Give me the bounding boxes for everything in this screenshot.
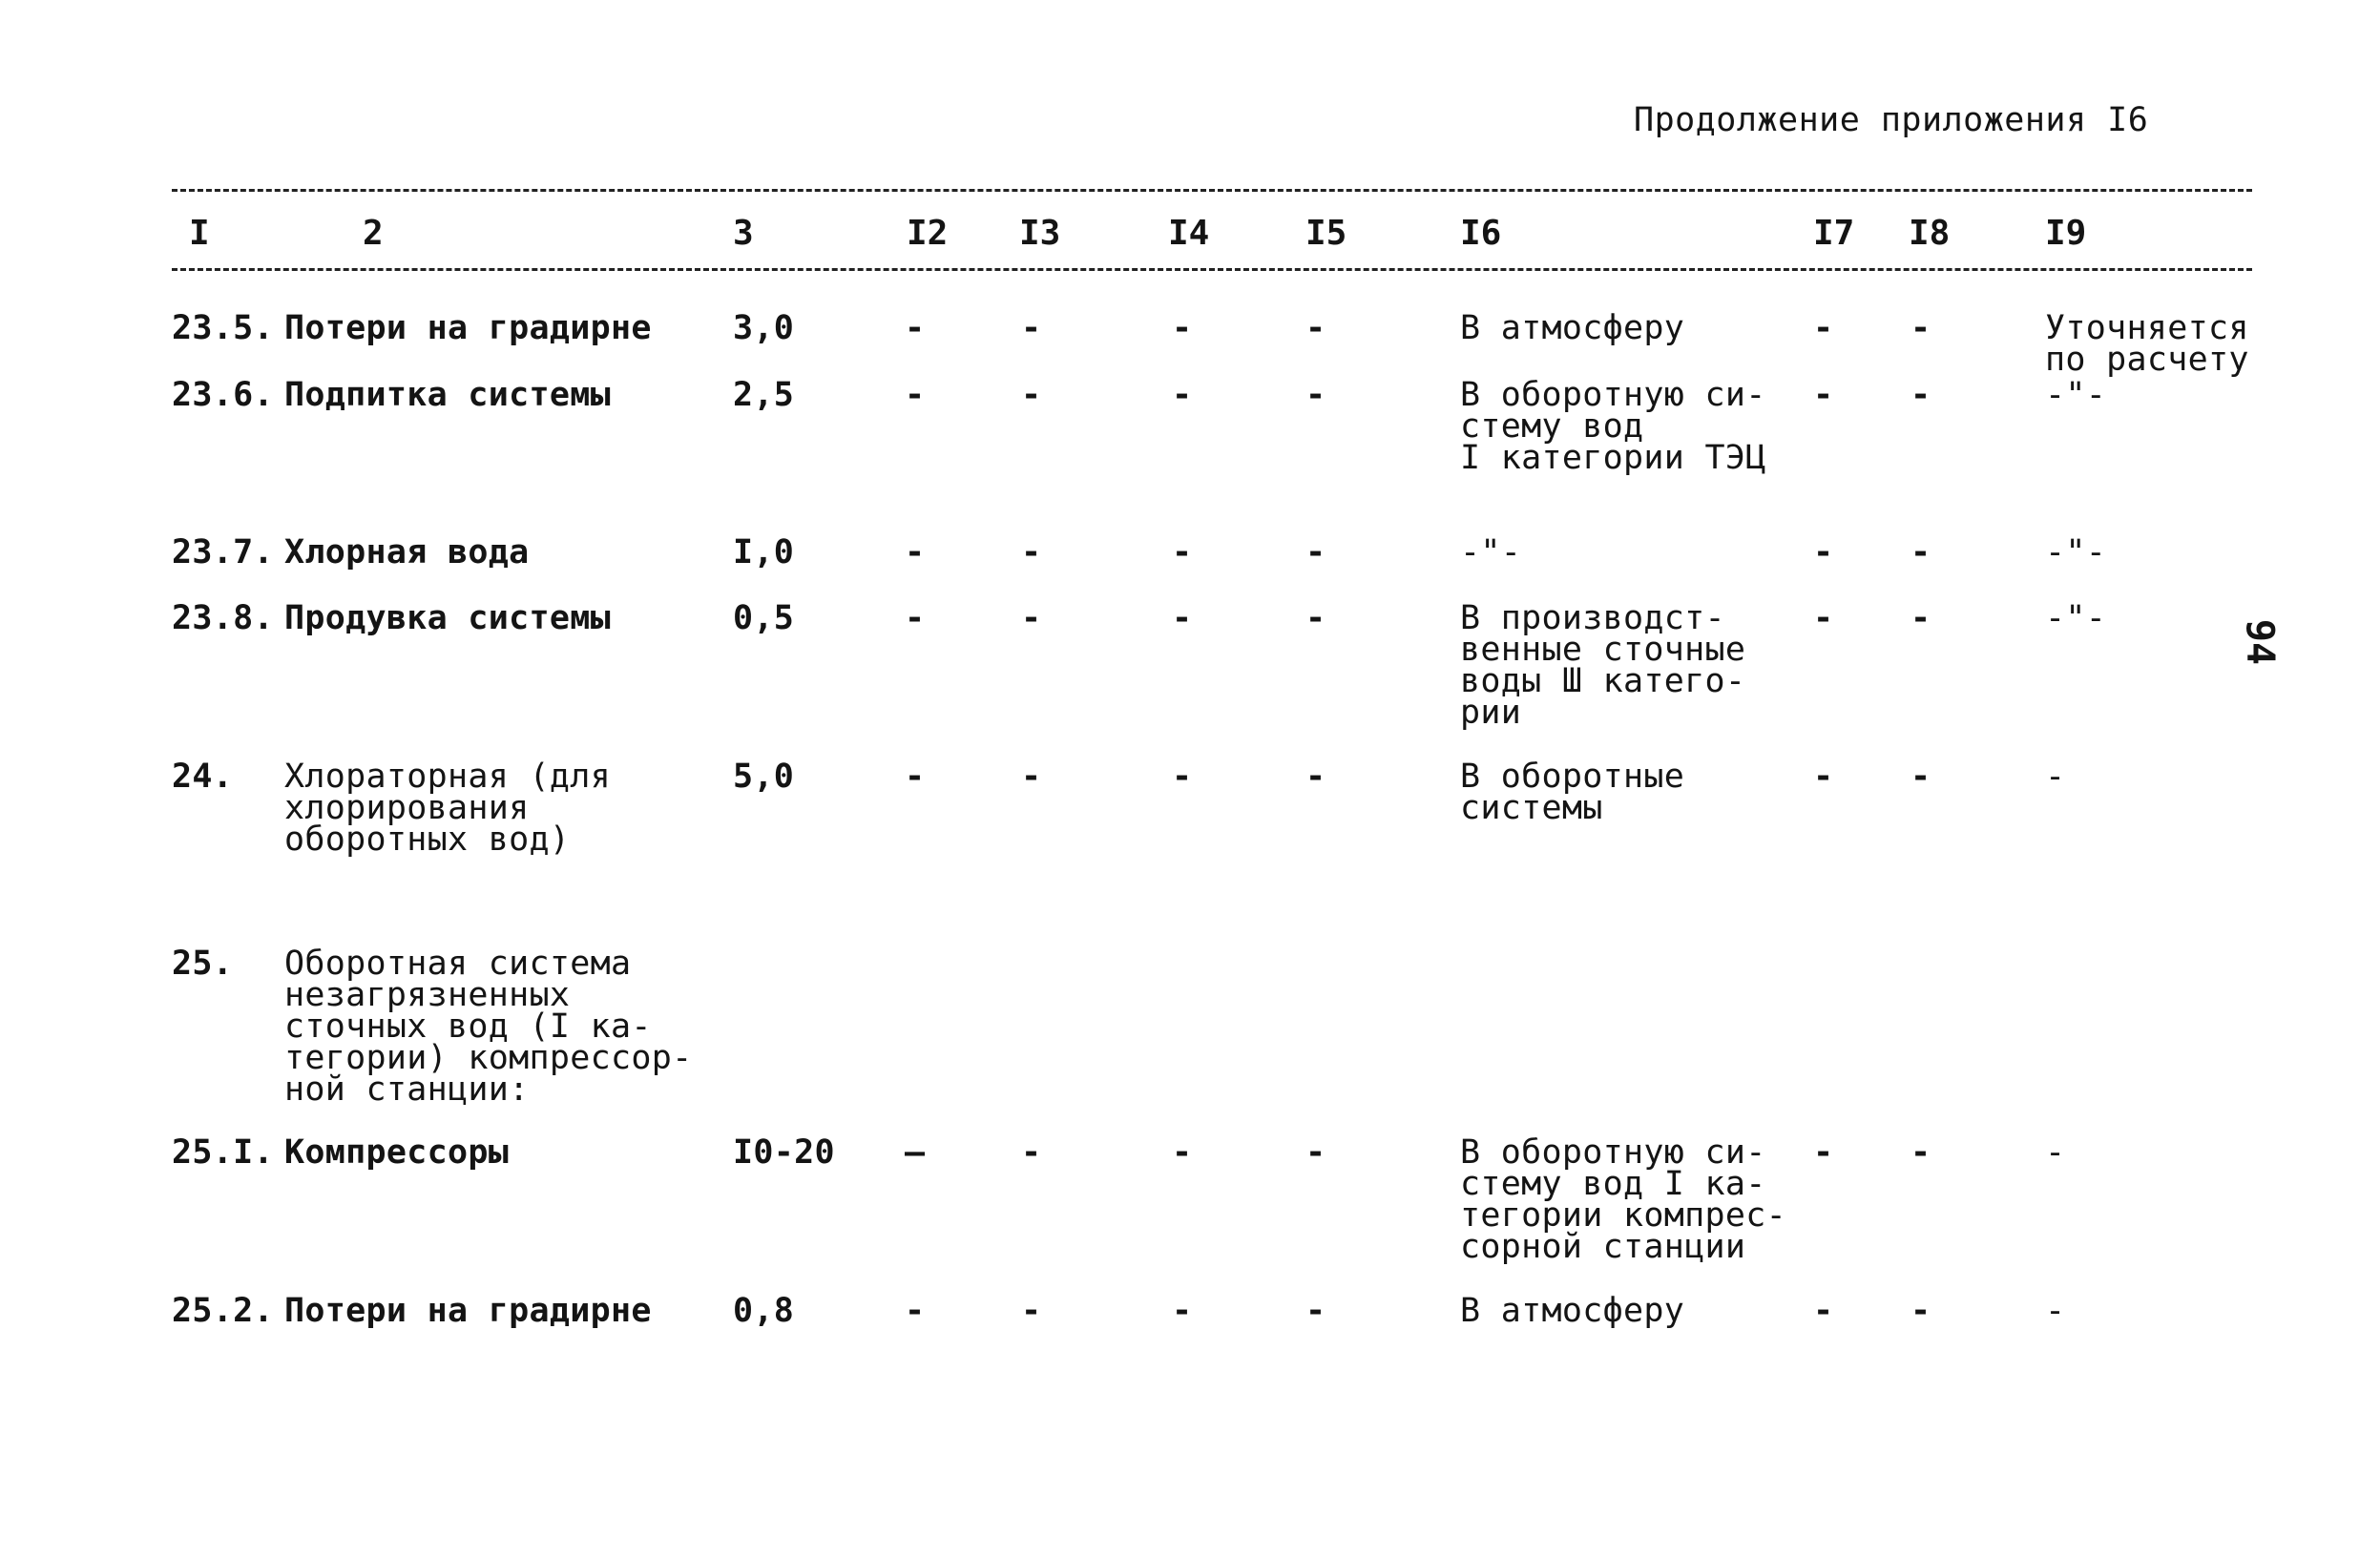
row-number: 23.5. xyxy=(172,309,274,347)
column-header-1: I xyxy=(189,214,210,253)
cell-col17: - xyxy=(1813,533,1834,571)
row-value: 3,0 xyxy=(733,309,795,347)
table-header-rule xyxy=(172,268,2252,271)
cell-col19-note: -"- xyxy=(2045,533,2107,571)
row-description: Компрессоры xyxy=(284,1133,510,1172)
cell-col18: - xyxy=(1910,309,1931,347)
cell-col14: - xyxy=(1172,376,1193,414)
cell-col19-note: Уточняется по расчету xyxy=(2045,309,2249,379)
cell-col19-note: -"- xyxy=(2045,599,2107,637)
cell-col15: - xyxy=(1305,309,1326,347)
cell-col13: - xyxy=(1021,309,1042,347)
cell-col16-destination: В атмосферу xyxy=(1460,309,1685,347)
row-description: Хлораторная (для хлорирования оборотных вод) xyxy=(284,758,611,859)
column-header-15: I5 xyxy=(1305,214,1347,253)
cell-col13: - xyxy=(1021,1292,1042,1330)
row-description: Потери на градирне xyxy=(284,1292,652,1330)
row-description: Продувка системы xyxy=(284,599,611,637)
cell-col12: — xyxy=(905,1133,926,1172)
column-header-18: I8 xyxy=(1909,214,1951,253)
cell-col12: - xyxy=(905,533,926,571)
cell-col13: - xyxy=(1021,1133,1042,1172)
column-header-12: I2 xyxy=(907,214,949,253)
cell-col12: - xyxy=(905,309,926,347)
cell-col19-note: - xyxy=(2045,1133,2066,1172)
cell-col17: - xyxy=(1813,758,1834,796)
cell-col18: - xyxy=(1910,1133,1931,1172)
cell-col18: - xyxy=(1910,376,1931,414)
cell-col15: - xyxy=(1305,1133,1326,1172)
cell-col19-note: - xyxy=(2045,1292,2066,1330)
row-value: 2,5 xyxy=(733,376,795,414)
row-value: 0,5 xyxy=(733,599,795,637)
column-header-17: I7 xyxy=(1813,214,1855,253)
row-number: 23.8. xyxy=(172,599,274,637)
cell-col14: - xyxy=(1172,1133,1193,1172)
cell-col15: - xyxy=(1305,533,1326,571)
row-number: 25. xyxy=(172,945,234,983)
cell-col14: - xyxy=(1172,533,1193,571)
column-header-16: I6 xyxy=(1460,214,1502,253)
cell-col18: - xyxy=(1910,758,1931,796)
cell-col13: - xyxy=(1021,376,1042,414)
column-header-19: I9 xyxy=(2045,214,2087,253)
page-number-mark: 94 xyxy=(2238,618,2283,666)
row-number: 23.7. xyxy=(172,533,274,571)
row-value: I,0 xyxy=(733,533,795,571)
cell-col17: - xyxy=(1813,309,1834,347)
cell-col12: - xyxy=(905,599,926,637)
cell-col12: - xyxy=(905,376,926,414)
cell-col14: - xyxy=(1172,309,1193,347)
column-header-14: I4 xyxy=(1168,214,1210,253)
cell-col17: - xyxy=(1813,376,1834,414)
cell-col16-destination: В оборотные системы xyxy=(1460,758,1685,827)
page-caption: Продолжение приложения I6 xyxy=(1634,101,2149,139)
row-value: I0-20 xyxy=(733,1133,835,1172)
row-value: 5,0 xyxy=(733,758,795,796)
row-number: 25.I. xyxy=(172,1133,274,1172)
cell-col13: - xyxy=(1021,533,1042,571)
row-number: 24. xyxy=(172,758,234,796)
row-description: Потери на градирне xyxy=(284,309,652,347)
column-header-2: 2 xyxy=(363,214,384,253)
cell-col14: - xyxy=(1172,1292,1193,1330)
cell-col15: - xyxy=(1305,758,1326,796)
cell-col14: - xyxy=(1172,758,1193,796)
cell-col14: - xyxy=(1172,599,1193,637)
row-number: 25.2. xyxy=(172,1292,274,1330)
cell-col17: - xyxy=(1813,1292,1834,1330)
cell-col16-destination: -"- xyxy=(1460,533,1522,571)
column-header-13: I3 xyxy=(1019,214,1061,253)
cell-col19-note: - xyxy=(2045,758,2066,796)
cell-col19-note: -"- xyxy=(2045,376,2107,414)
row-number: 23.6. xyxy=(172,376,274,414)
cell-col15: - xyxy=(1305,599,1326,637)
cell-col18: - xyxy=(1910,533,1931,571)
table-top-rule xyxy=(172,189,2252,192)
cell-col16-destination: В оборотную си- стему вод I категории ТЭЦ xyxy=(1460,376,1766,477)
row-description: Оборотная система незагрязненных сточных вод (I ка- тегории) компрессор- ной станции: xyxy=(284,945,693,1109)
cell-col15: - xyxy=(1305,376,1326,414)
cell-col18: - xyxy=(1910,599,1931,637)
cell-col15: - xyxy=(1305,1292,1326,1330)
cell-col16-destination: В оборотную си- стему вод I ка- тегории компрес- сорной станции xyxy=(1460,1133,1786,1266)
row-value: 0,8 xyxy=(733,1292,795,1330)
row-description: Подпитка системы xyxy=(284,376,611,414)
cell-col13: - xyxy=(1021,758,1042,796)
row-description: Хлорная вода xyxy=(284,533,530,571)
cell-col16-destination: В производст- венные сточные воды Ш катего- рии xyxy=(1460,599,1746,732)
cell-col12: - xyxy=(905,758,926,796)
cell-col13: - xyxy=(1021,599,1042,637)
cell-col18: - xyxy=(1910,1292,1931,1330)
cell-col17: - xyxy=(1813,599,1834,637)
column-header-3: 3 xyxy=(733,214,754,253)
cell-col17: - xyxy=(1813,1133,1834,1172)
cell-col12: - xyxy=(905,1292,926,1330)
cell-col16-destination: В атмосферу xyxy=(1460,1292,1685,1330)
